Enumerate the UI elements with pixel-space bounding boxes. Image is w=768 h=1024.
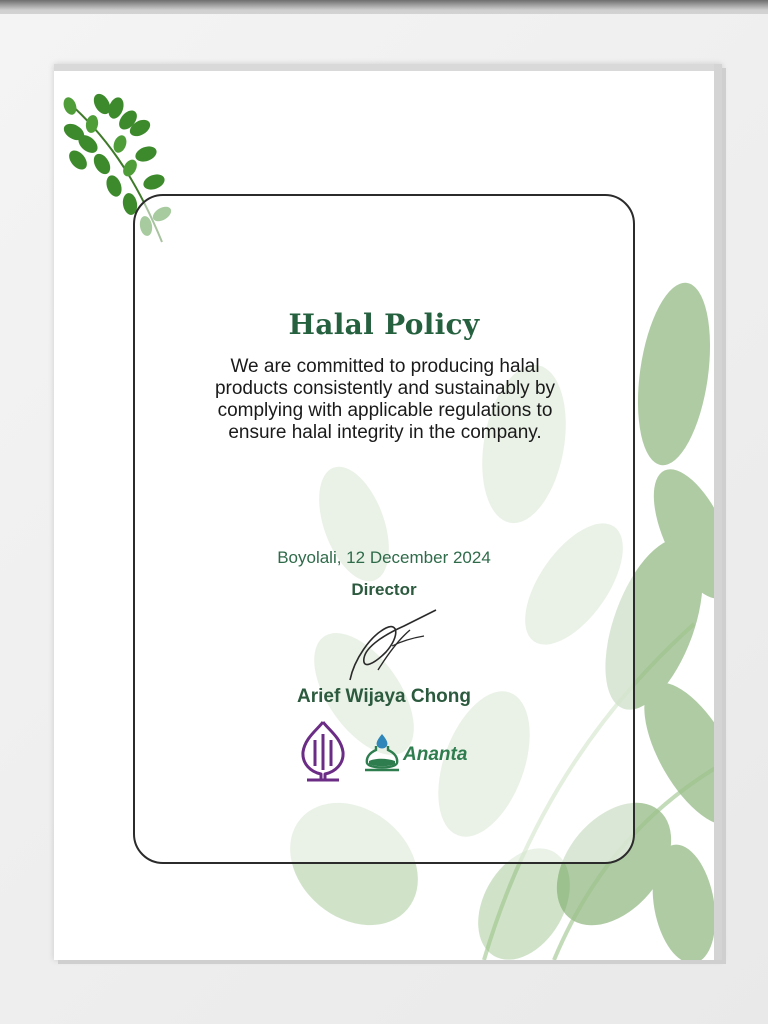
- policy-statement: We are committed to producing halal products consistently and sustainably by complying with applicable regulations to ensure halal integrity in the company.: [214, 356, 556, 443]
- logo-row: [299, 720, 499, 784]
- policy-card: [133, 194, 635, 864]
- ananta-flask-logo-icon: [363, 732, 401, 772]
- poster-edge-right: [714, 64, 722, 960]
- page-title: Halal Policy: [288, 308, 480, 341]
- policy-poster: [54, 64, 722, 960]
- poster-edge-top: [54, 64, 722, 71]
- signatory-name: Arief Wijaya Chong: [296, 686, 471, 707]
- signatory-role: Director: [351, 580, 417, 599]
- brand-name: Ananta: [403, 744, 468, 765]
- halal-indonesia-logo-icon: [299, 720, 347, 782]
- place-date: Boyolali, 12 December 2024: [277, 548, 491, 567]
- signature-icon: [340, 606, 440, 684]
